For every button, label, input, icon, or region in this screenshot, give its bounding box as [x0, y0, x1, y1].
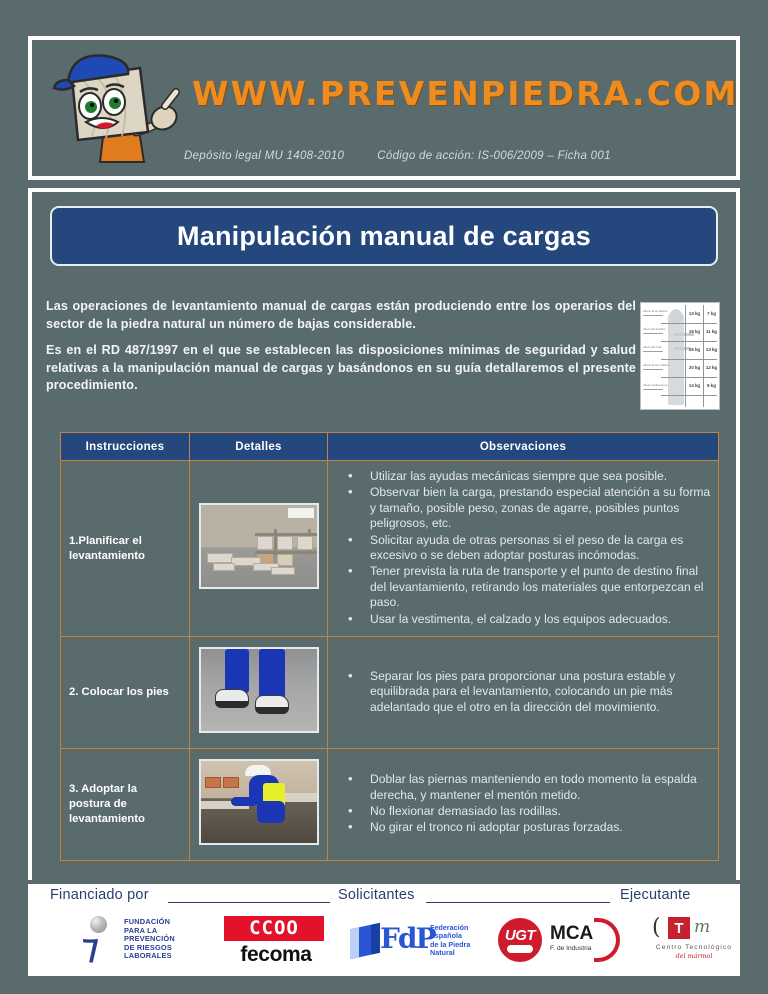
fprl-line-0: FUNDACIÓN — [124, 917, 171, 926]
observation-item: • No girar el tronco ni adoptar posturas forzadas. — [330, 820, 712, 835]
observation-item: • Separar los pies para proporcionar una postura estable y equilibrada para el levantamiento, colocando un pie más adelantado que el otro en la dirección del movimiento. — [330, 669, 712, 715]
document-title-banner — [50, 206, 718, 266]
observation-item: • Observar bien la carga, prestando especial atención a su forma y tamaño, posible peso, zonas de agarre, posibles puntos peligrosos, etc. — [330, 485, 712, 531]
fundacion-prevencion-riesgos-laborales-logo — [78, 916, 198, 968]
main-content-box — [28, 188, 740, 880]
legal-deposit-text: Depósito legal MU 1408-2010 — [184, 150, 345, 162]
observations-cell-1 — [328, 461, 719, 637]
ctm-line-1: Centro Tecnológico — [655, 944, 733, 951]
fdp-letters: FdP — [380, 922, 435, 955]
fprl-figure-icon: ⁊ — [82, 927, 99, 967]
observation-item: • Tener prevista la ruta de transporte y el punto de destino final del levantamiento, retirando los materiales que entorpezcan el paso. — [330, 564, 712, 610]
warehouse-stone-slabs-photo — [199, 503, 319, 589]
ugt-circle-icon — [498, 918, 542, 962]
column-header-observaciones: Observaciones — [328, 433, 719, 461]
fdp-line-3: Natural — [430, 948, 455, 958]
observation-item: • No flexionar demasiado las rodillas. — [330, 804, 712, 819]
label-ejecutante: Ejecutante — [620, 887, 691, 903]
fecoma-text: fecoma — [240, 943, 312, 966]
intro-paragraph-1: Las operaciones de levantamiento manual de cargas están produciendo entre los operarios del sector de la piedra natural un número de bajas considerable. — [46, 299, 636, 331]
zone-right-value-1: 11 kg — [706, 329, 717, 334]
fdp-line-2: de la Piedra — [430, 939, 471, 949]
intro-text-block — [46, 298, 636, 404]
observation-item: • Utilizar las ayudas mecánicas siempre que sea posible. — [330, 469, 712, 484]
zone-left-value-2: 25 kg — [688, 347, 701, 352]
table-row — [61, 461, 719, 637]
ugt-mca-logo — [498, 916, 628, 968]
fdp-text — [430, 924, 470, 958]
detail-cell-1 — [190, 461, 328, 637]
lifting-zones-diagram — [640, 302, 720, 410]
zone-right-value-2: 13 kg — [705, 347, 718, 352]
observations-cell-2 — [328, 637, 719, 749]
ctm-square-icon — [668, 917, 690, 939]
fdp-line-0: Federación — [430, 923, 469, 932]
worker-feet-stance-photo — [199, 647, 319, 733]
mca-title: MCA — [550, 923, 594, 944]
footer-labels — [28, 884, 740, 910]
fprl-line-1: PARA LA — [124, 925, 158, 935]
observation-item: • Solicitar ayuda de otras personas si el peso de la carga es excesivo o se deben adoptar posturas incómodas. — [330, 533, 712, 564]
zone-label-2: Altura del codo — [643, 346, 662, 349]
zone-left-value-3: 20 kg — [688, 365, 701, 370]
fdp-line-1: Española — [430, 931, 462, 941]
ctm-paren-icon: ( — [652, 915, 661, 940]
fprl-text — [124, 918, 175, 961]
legal-info-line — [184, 150, 611, 162]
mca-subtitle: F. de Industria — [550, 945, 592, 952]
fdp-cube-icon — [350, 923, 380, 959]
procedure-table — [60, 432, 719, 861]
detail-cell-3 — [190, 749, 328, 861]
observations-cell-3 — [328, 749, 719, 861]
ccoo-box-icon — [224, 916, 324, 941]
table-header-row — [61, 433, 719, 461]
zone-left-value-1: 19 kg — [688, 329, 701, 334]
label-financiado-por: Financiado por — [50, 887, 149, 903]
action-code-text: Código de acción: IS-006/2009 – Ficha 001 — [377, 150, 611, 162]
footer-logos — [28, 910, 740, 972]
intro-paragraph-2: Es en el RD 487/1997 en el que se establecen las disposiciones mínimas de seguridad y salud relativas a la manipulación manual de cargas y basándonos en su guía detallaremos el presente procedimiento. — [46, 343, 636, 392]
ccoo-text: CCOO — [249, 917, 299, 939]
zone-right-value-4: 8 kg — [707, 383, 716, 388]
ctm-mark-suffix: m — [694, 917, 711, 937]
label-solicitantes: Solicitantes — [338, 887, 415, 903]
instruction-step-3: 3. Adoptar la postura de levantamiento — [61, 749, 190, 861]
ugt-text: UGT — [504, 926, 536, 944]
zone-right-value-3: 12 kg — [705, 365, 718, 370]
column-header-instrucciones: Instrucciones — [61, 433, 190, 461]
fprl-line-2: PREVENCIÓN — [124, 934, 175, 944]
table-row — [61, 637, 719, 749]
page-title: Manipulación manual de cargas — [177, 220, 591, 251]
worker-crouching-lifting-photo — [199, 759, 319, 845]
ccoo-fecoma-logo — [224, 916, 328, 970]
stone-block-mascot-icon — [52, 50, 182, 170]
zone-left-value-4: 14 kg — [688, 383, 701, 388]
observation-item: • Doblar las piernas manteniendo en todo momento la espalda derecha, y mantener el mentón metido. — [330, 772, 712, 803]
ctm-line-2: del mármol — [675, 952, 713, 960]
ctm-mark-letter: T — [674, 919, 684, 937]
table-row — [61, 749, 719, 861]
zone-label-3: Altura de los nudillos — [643, 364, 670, 367]
header-box — [28, 36, 740, 180]
zone-label-4: Altura media pierna — [643, 384, 668, 387]
zone-right-value-0: 7 kg — [707, 311, 716, 316]
fprl-line-4: LABORALES — [124, 951, 172, 961]
fprl-line-3: DE RIESGOS — [124, 942, 172, 952]
footer-divider-2 — [426, 902, 610, 903]
zone-label-1: Altura del hombro — [643, 328, 666, 331]
column-header-detalles: Detalles — [190, 433, 328, 461]
instruction-step-2: 2. Colocar los pies — [61, 637, 190, 749]
observation-item: • Usar la vestimenta, el calzado y los equipos adecuados. — [330, 612, 712, 627]
zone-label-0: Altura de la cabeza — [643, 310, 668, 313]
site-title: WWW.PREVENPIEDRA.COM — [192, 74, 739, 113]
federacion-espanola-piedra-natural-logo — [350, 920, 480, 966]
footer — [28, 884, 740, 976]
centro-tecnologico-marmol-logo — [648, 916, 740, 970]
instruction-step-1: 1.Planificar el levantamiento — [61, 461, 190, 637]
zone-left-value-0: 13 kg — [688, 311, 701, 316]
ugt-handshake-icon — [507, 945, 533, 953]
footer-divider-1 — [168, 902, 330, 903]
detail-cell-2 — [190, 637, 328, 749]
ugt-arc-icon — [594, 918, 620, 962]
